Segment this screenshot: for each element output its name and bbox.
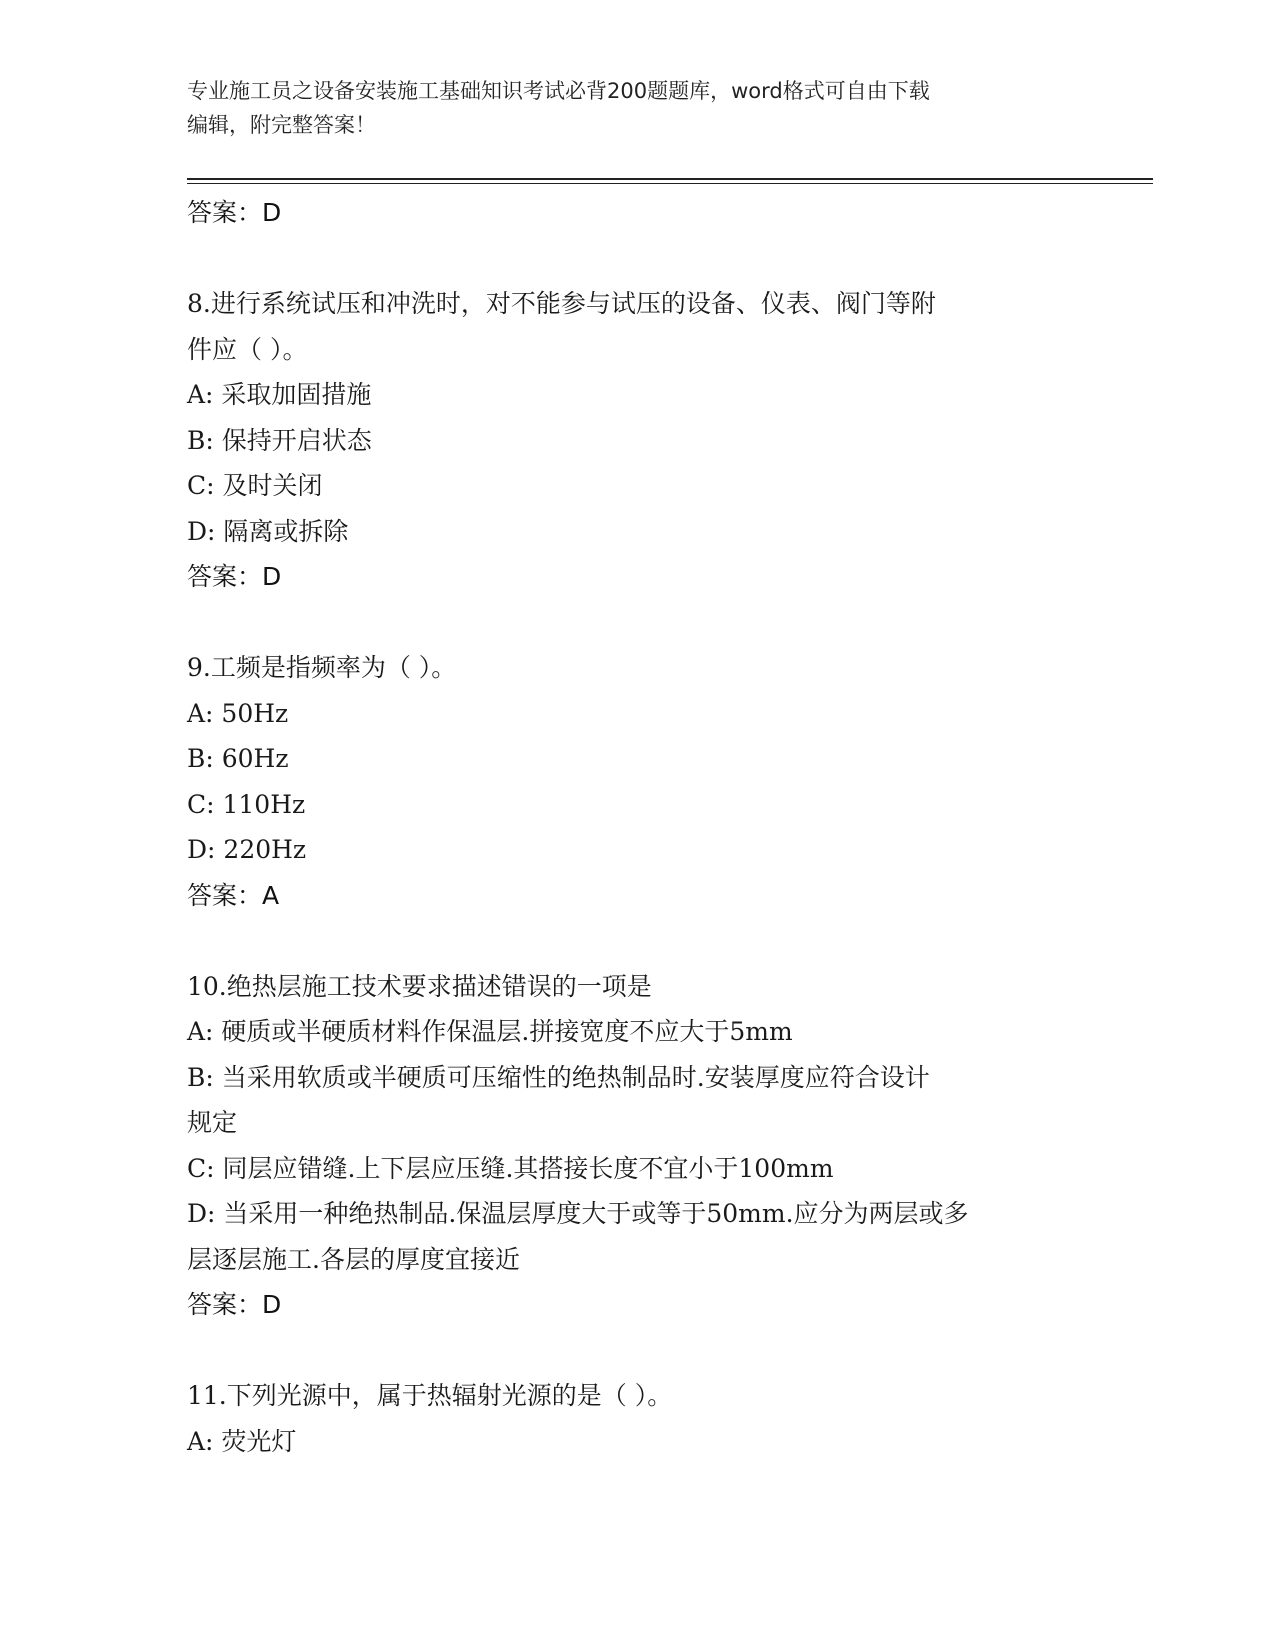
option-a: A: 采取加固措施 xyxy=(187,380,372,409)
option-a: A: 硬质或半硬质材料作保温层.拼接宽度不应大于5mm xyxy=(187,1017,793,1046)
question-8 xyxy=(187,281,1087,600)
question-stem: 11.下列光源中，属于热辐射光源的是（ ）。 xyxy=(187,1381,673,1410)
answer: 答案：D xyxy=(187,1290,282,1319)
header-divider-thick xyxy=(187,178,1153,180)
option-c: C: 及时关闭 xyxy=(187,471,323,500)
option-d-continued: 层逐层施工.各层的厚度宜接近 xyxy=(187,1244,520,1274)
option-d: D: 隔离或拆除 xyxy=(187,516,349,546)
option-c: C: 同层应错缝.上下层应压缝.其搭接长度不宜小于100mm xyxy=(187,1153,834,1183)
question-stem: 9.工频是指频率为（ ）。 xyxy=(187,653,457,682)
header-title-line-1: 专业施工员之设备安装施工基础知识考试必背200题题库，word格式可自由下载 xyxy=(187,79,930,103)
option-a: A: 荧光灯 xyxy=(187,1426,297,1456)
question-stem-continued: 件应（ ）。 xyxy=(187,334,308,364)
answer: 答案：D xyxy=(187,562,282,591)
question-stem: 8.进行系统试压和冲洗时，对不能参与试压的设备、仪表、阀门等附 xyxy=(187,289,936,318)
option-d: D: 220Hz xyxy=(187,835,307,864)
option-a: A: 50Hz xyxy=(187,698,289,728)
document-header xyxy=(187,74,1087,142)
option-c: C: 110Hz xyxy=(187,789,306,819)
question-list xyxy=(187,190,1087,1464)
option-b: B: 保持开启状态 xyxy=(187,425,372,455)
previous-answer: 答案：D xyxy=(187,198,282,227)
answer: 答案：A xyxy=(187,880,280,910)
option-b: B: 当采用软质或半硬质可压缩性的绝热制品时.安装厚度应符合设计 xyxy=(187,1062,930,1092)
question-11 xyxy=(187,1373,1087,1464)
option-d: D: 当采用一种绝热制品.保温层厚度大于或等于50mm.应分为两层或多 xyxy=(187,1199,969,1228)
question-stem: 10.绝热层施工技术要求描述错误的一项是 xyxy=(187,971,652,1001)
option-b: B: 60Hz xyxy=(187,744,289,773)
header-title-line-2: 编辑，附完整答案！ xyxy=(187,113,376,137)
header-divider-thin xyxy=(187,183,1153,184)
option-b-continued: 规定 xyxy=(187,1108,238,1137)
question-9 xyxy=(187,645,1087,918)
question-10 xyxy=(187,964,1087,1328)
